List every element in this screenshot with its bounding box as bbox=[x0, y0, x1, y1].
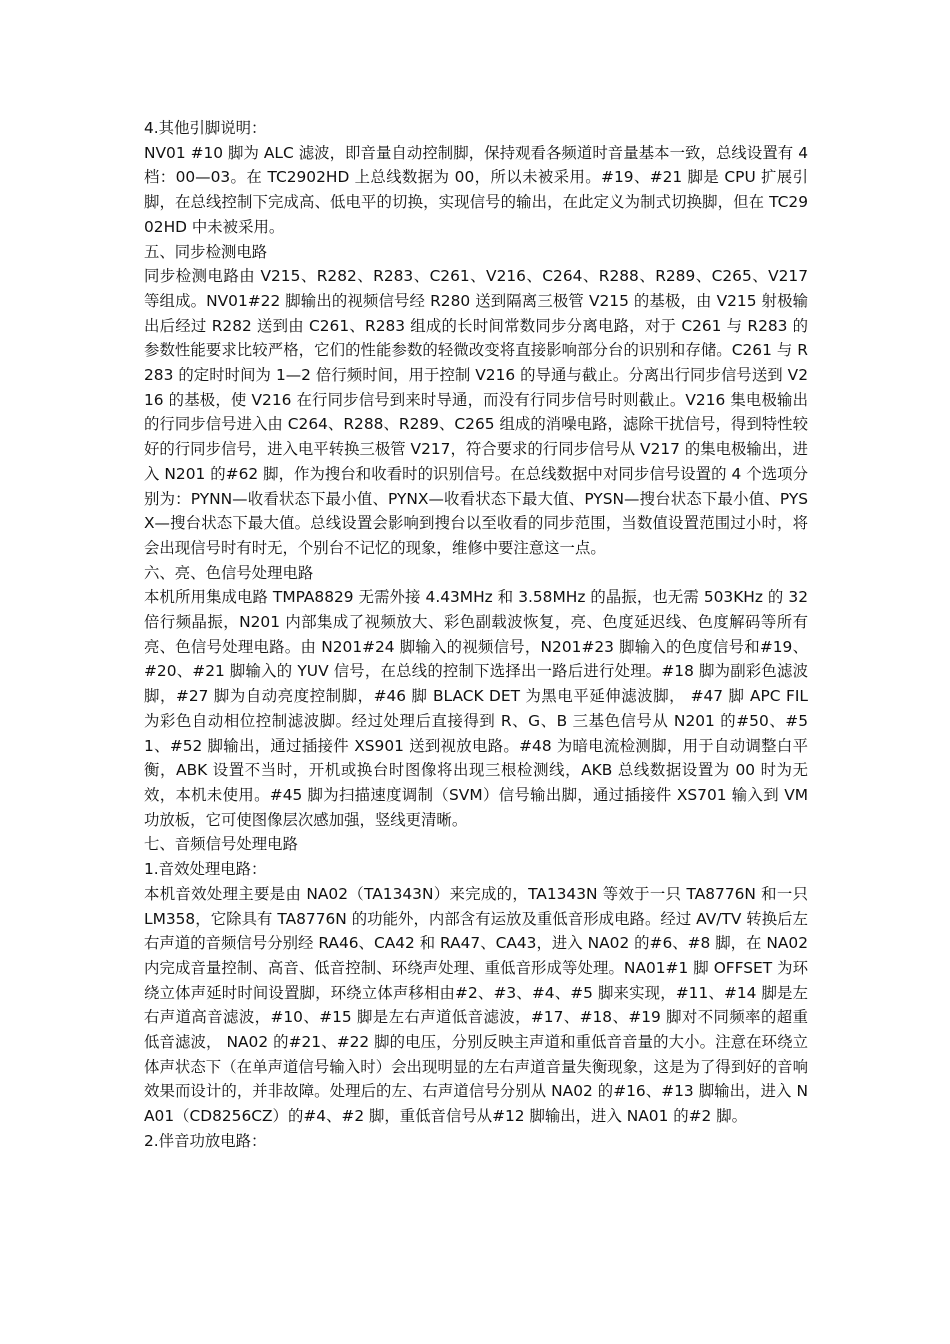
document-body bbox=[144, 116, 808, 1154]
section-heading-audio: 七、音频信号处理电路 bbox=[144, 835, 298, 854]
paragraph-luma-chroma: 本机所用集成电路 TMPA8829 无需外接 4.43MHz 和 3.58MHz 的晶振，也无需 503KHz 的 32 倍行频晶振，N201 内部集成了视频放大、彩色副载波恢复，亮、色度延迟线、色度解码等所有亮、色信号处理电路。由 N201#24 脚输入的视频信号，N201#23 脚输入的色度信号和#19、#20、#21 脚输入的 YUV 信号，在总线的控制下选择出一路后进行处理。#18 脚为副彩色滤波脚，#27 脚为自动亮度控制脚，#46 脚 BLACK DET 为黑电平延伸滤波脚， #47 脚 APC FIL 为彩色自动相位控制滤波脚。经过处理后直接得到 R、G、B 三基色信号从 N201 的#50、#51、#52 脚输出，通过插接件 XS901 送到视放电路。#48 为暗电流检测脚，用于自动调整白平衡，ABK 设置不当时，开机或换台时图像将出现三根检测线，AKB 总线数据设置为 00 时为无效，本机未使用。#45 脚为扫描速度调制（SVM）信号输出脚，通过插接件 XS701 输入到 VM 功放板，它可使图像层次感加强，竖线更清晰。 bbox=[144, 588, 808, 829]
section-heading-other-pins: 4.其他引脚说明： bbox=[144, 119, 267, 137]
paragraph-other-pins: NV01 #10 脚为 ALC 滤波，即音量自动控制脚，保持观看各频道时音量基本一致，总线设置有 4 档：00—03。在 TC2902HD 上总线数据为 00，所以未被采用。#19、#21 脚是 CPU 扩展引脚，在总线控制下完成高、低电平的切换，实现信号的输出，在此定义为制式切换脚，但在 TC2902HD 中未被采用。 bbox=[144, 143, 808, 236]
subheading-sound-effect: 1.音效处理电路： bbox=[144, 860, 267, 879]
section-heading-luma-chroma: 六、亮、色信号处理电路 bbox=[144, 563, 314, 582]
subheading-audio-amplifier: 2.伴音功放电路： bbox=[144, 1131, 267, 1150]
section-heading-sync-detect: 五、同步检测电路 bbox=[144, 242, 268, 261]
paragraph-sync-detect: 同步检测电路由 V215、R282、R283、C261、V216、C264、R288、R289、C265、V217 等组成。NV01#22 脚输出的视频信号经 R280 送到隔离三极管 V215 的基极，由 V215 射极输出后经过 R282 送到由 C261、R283 组成的长时间常数同步分离电路，对于 C261 与 R283 的参数性能要求比较严格，它们的性能参数的轻微改变将直接影响部分台的识别和存储。C261 与 R283 的定时时间为 1—2 倍行频时间，用于控制 V216 的导通与截止。分离出行同步信号送到 V216 的基极，使 V216 在行同步信号到来时导通，而没有行同步信号时则截止。V216 集电极输出的行同步信号进入由 C264、R288、R289、C265 组成的消噪电路，滤除干扰信号，得到特性较好的行同步信号，进入电平转换三极管 V217，符合要求的行同步信号从 V217 的集电极输出，进入 N201 的#62 脚，作为搜台和收看时的识别信号。在总线数据中对同步信号设置的 4 个选项分别为：PYNN—收看状态下最小值、PYNX—收看状态下最大值、PYSN—搜台状态下最小值、PYSX—搜台状态下最大值。总线设置会影响到搜台以至收看的同步范围，当数值设置范围过小时，将会出现信号时有时无，个别台不记忆的现象，维修中要注意这一点。 bbox=[144, 267, 808, 557]
paragraph-sound-effect: 本机音效处理主要是由 NA02（TA1343N）来完成的，TA1343N 等效于一只 TA8776N 和一只 LM358，它除具有 TA8776N 的功能外，内部含有运放及重低音形成电路。经过 AV/TV 转换后左右声道的音频信号分别经 RA46、CA42 和 RA47、CA43，进入 NA02 的#6、#8 脚，在 NA02 内完成音量控制、高音、低音控制、环绕声处理、重低音形成等处理。NA01#1 脚 OFFSET 为环绕立体声延时时间设置脚，环绕立体声移相由#2、#3、#4、#5 脚来实现，#11、#14 脚是左右声道高音滤波，#10、#15 脚是左右声道低音滤波，#17、#18、#19 脚对不同频率的超重低音滤波， NA02 的#21、#22 脚的电压，分别反映主声道和重低音音量的大小。注意在环绕立体声状态下（在单声道信号输入时）会出现明显的左右声道音量失衡现象，这是为了得到好的音响效果而设计的，并非故障。处理后的左、右声道信号分别从 NA02 的#16、#13 脚输出，进入 NA01（CD8256CZ）的#4、#2 脚，重低音信号从#12 脚输出，进入 NA01 的#2 脚。 bbox=[144, 884, 808, 1126]
